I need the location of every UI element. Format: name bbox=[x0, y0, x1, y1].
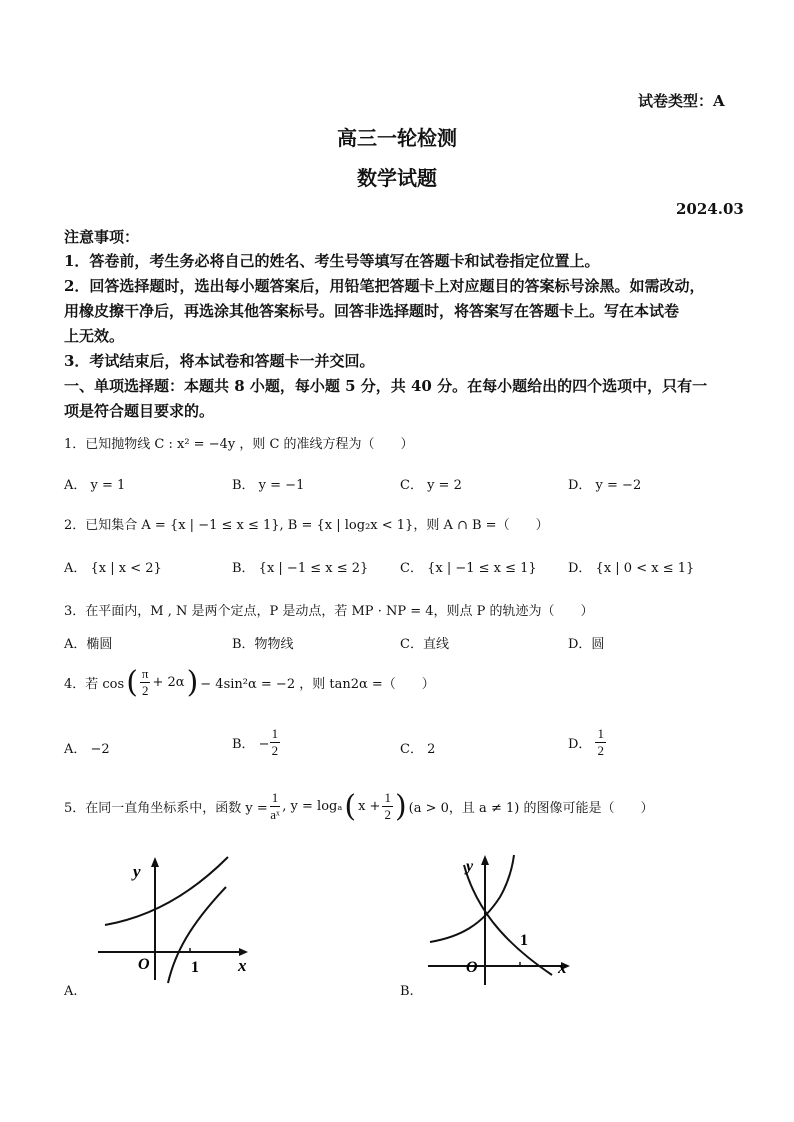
q1-option-a: A． y = 1 bbox=[64, 478, 126, 493]
notes-heading: 注意事项： bbox=[64, 228, 140, 246]
graph-option-b bbox=[420, 845, 590, 995]
q3-option-c: C．直线 bbox=[400, 637, 449, 652]
q3-option-b: B．物物线 bbox=[232, 637, 294, 652]
page-subtitle: 数学试题 bbox=[357, 166, 437, 190]
section-heading-cont: 项是符合题目要求的。 bbox=[64, 402, 215, 420]
graph-a-y-label: y bbox=[133, 862, 141, 881]
graph-b-x-label: x bbox=[558, 958, 567, 977]
q4-frac bbox=[140, 666, 151, 699]
q4-option-b bbox=[232, 726, 280, 759]
q4-stem-mid: + 2α bbox=[152, 675, 185, 690]
q4-option-d-den: 2 bbox=[597, 743, 604, 758]
page-title: 高三一轮检测 bbox=[337, 126, 457, 150]
q5-frac2 bbox=[382, 790, 393, 823]
q5-paren-open: ( bbox=[344, 788, 357, 824]
question-4-stem bbox=[64, 666, 435, 699]
q4-option-b-den: 2 bbox=[271, 743, 279, 758]
q2-option-d: D． {x | 0 < x ≤ 1} bbox=[568, 561, 695, 576]
graph-b-y-arrow bbox=[481, 855, 489, 865]
q5-frac2-num: 1 bbox=[384, 790, 391, 805]
q4-paren-open: ( bbox=[126, 664, 138, 700]
q4-option-b-num: 1 bbox=[271, 726, 279, 741]
q5-stem-pre: 5．在同一直角坐标系中，函数 y = bbox=[64, 801, 268, 816]
q2-option-a: A． {x | x < 2} bbox=[64, 561, 162, 576]
q5-frac1-den: aˣ bbox=[270, 807, 280, 822]
question-1-stem: 1．已知抛物线 C : x² = −4y ，则 C 的准线方程为（ ） bbox=[64, 437, 414, 452]
q2-option-b: B． {x | −1 ≤ x ≤ 2} bbox=[232, 561, 369, 576]
section-heading: 一、单项选择题：本题共 8 小题，每小题 5 分，共 40 分。在每小题给出的四个选项中，只有一 bbox=[64, 377, 708, 395]
q4-paren-close: ) bbox=[186, 664, 199, 700]
q4-option-b-label: B． − bbox=[232, 737, 270, 752]
q4-frac-num: π bbox=[141, 666, 149, 681]
q5-stem-inner: x + bbox=[358, 799, 381, 814]
q5-paren-close: ) bbox=[394, 788, 407, 824]
graph-a-x-arrow bbox=[239, 948, 248, 956]
q5-frac1-num: 1 bbox=[271, 790, 279, 805]
q4-option-c: C． 2 bbox=[400, 742, 436, 757]
graph-b-label: B. bbox=[400, 984, 414, 999]
note-item: 2．回答选择题时，选出每小题答案后，用铅笔把答题卡上对应题目的答案标号涂黑。如需改动， bbox=[64, 277, 705, 295]
q4-option-d-label: D． bbox=[568, 737, 592, 752]
q4-stem-pre: 4．若 cos bbox=[64, 677, 125, 692]
paper-type: 试卷类型：A bbox=[638, 92, 725, 110]
note-item: 1．答卷前，考生务必将自己的姓名、考生号等填写在答题卡和试卷指定位置上。 bbox=[64, 252, 600, 270]
q4-option-d-frac bbox=[595, 726, 606, 759]
q5-stem-post: (a > 0，且 a ≠ 1) 的图像可能是（ ） bbox=[408, 801, 654, 816]
question-2-stem: 2．已知集合 A = {x | −1 ≤ x ≤ 1}, B = {x | log₂x < 1}，则 A ∩ B =（ ） bbox=[64, 518, 549, 533]
exam-date: 2024.03 bbox=[676, 200, 744, 218]
q5-frac1 bbox=[270, 790, 281, 823]
graph-b-y-label: y bbox=[466, 858, 474, 875]
graph-a-y-arrow bbox=[151, 857, 159, 867]
q5-stem-mid: , y = logₐ bbox=[282, 799, 343, 814]
q4-stem-post: − 4sin²α = −2 ，则 tan2α =（ ） bbox=[200, 677, 435, 692]
graph-a-origin: O bbox=[138, 956, 150, 973]
graph-option-a bbox=[90, 845, 260, 985]
graph-a-exp-curve bbox=[105, 857, 228, 925]
note-item: 用橡皮擦干净后，再选涂其他答案标号。回答非选择题时，将答案写在答题卡上。写在本试卷 bbox=[64, 302, 680, 320]
q4-option-b-frac bbox=[270, 726, 281, 759]
graph-b-tick-label: 1 bbox=[520, 932, 528, 949]
note-item: 3．考试结束后，将本试卷和答题卡一并交回。 bbox=[64, 352, 375, 370]
graph-a-tick-label: 1 bbox=[191, 959, 199, 976]
graph-a-label: A. bbox=[64, 984, 78, 999]
q5-frac2-den: 2 bbox=[384, 807, 391, 822]
note-item: 上无效。 bbox=[64, 327, 125, 345]
q4-option-a: A． −2 bbox=[64, 742, 110, 757]
question-5-stem bbox=[64, 790, 653, 823]
q1-option-c: C． y = 2 bbox=[400, 478, 462, 493]
q2-option-c: C． {x | −1 ≤ x ≤ 1} bbox=[400, 561, 537, 576]
q3-option-a: A．椭圆 bbox=[64, 637, 113, 652]
q4-option-d-num: 1 bbox=[597, 726, 604, 741]
graph-a-x-label: x bbox=[238, 956, 247, 975]
q3-option-d: D．圆 bbox=[568, 637, 605, 652]
q1-option-d: D． y = −2 bbox=[568, 478, 642, 493]
q4-frac-den: 2 bbox=[141, 683, 149, 698]
q1-option-b: B． y = −1 bbox=[232, 478, 305, 493]
question-3-stem: 3．在平面内，M , N 是两个定点，P 是动点，若 MP · NP = 4，则点 P 的轨迹为（ ） bbox=[64, 604, 594, 619]
q4-option-d bbox=[568, 726, 606, 759]
graph-b-origin: O bbox=[466, 959, 478, 976]
